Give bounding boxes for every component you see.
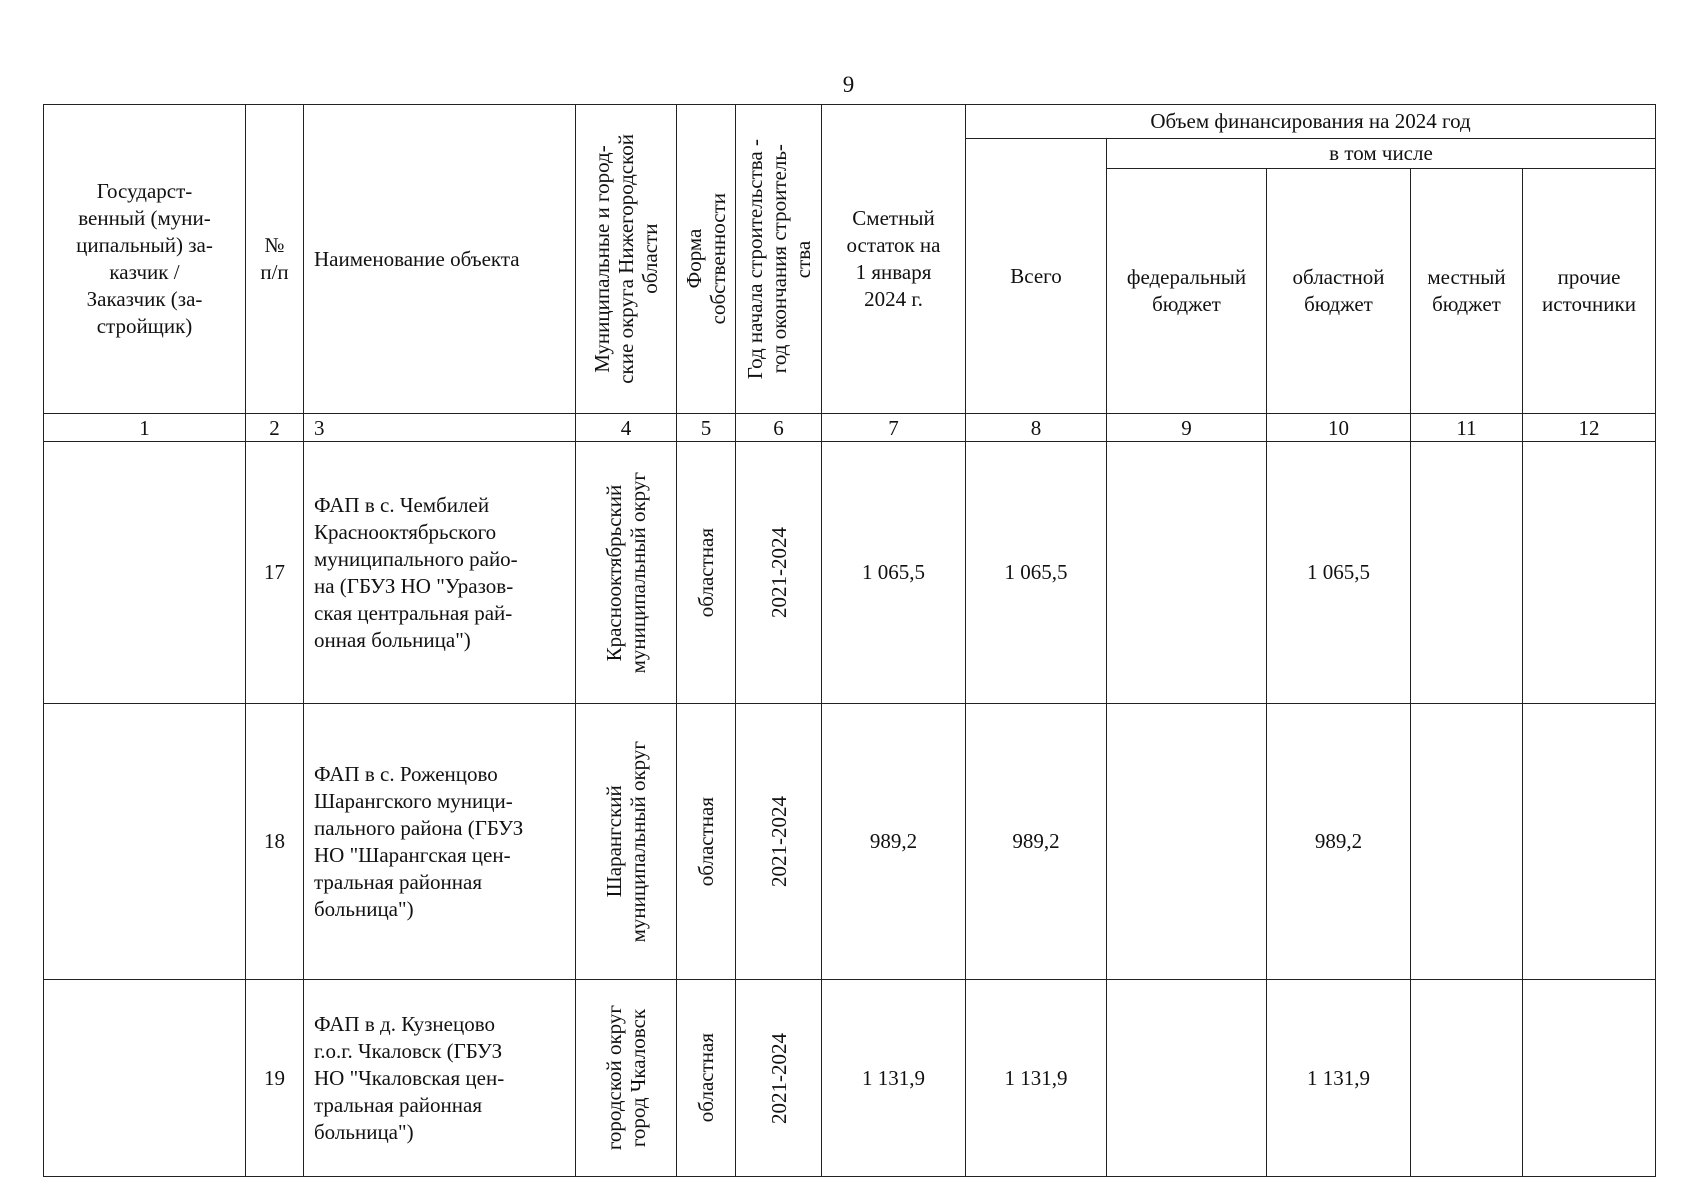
financing-table: [43, 104, 1656, 1177]
row-number: 19: [246, 980, 304, 1177]
federal-value: [1107, 704, 1267, 980]
header-total: Всего: [966, 139, 1107, 414]
table-row: [44, 980, 1656, 1177]
header-district-cell: [576, 105, 677, 414]
customer-cell: [44, 704, 246, 980]
district-cell: [576, 980, 677, 1177]
years-cell: [736, 980, 822, 1177]
header-district: Муниципальные и город- ские округа Нижегородской области: [590, 134, 662, 384]
header-customer: Государст- венный (муни- ципальный) за- казчик / Заказчик (за- стройщик): [44, 105, 246, 414]
district: Краснооктябрьский муниципальный округ: [602, 471, 650, 674]
column-number: 4: [576, 414, 677, 442]
column-number: 5: [677, 414, 736, 442]
total-value: 1 131,9: [966, 980, 1107, 1177]
years: 2021-2024: [766, 1032, 791, 1124]
ownership-cell: [677, 442, 736, 704]
header-number: № п/п: [246, 105, 304, 414]
header-other: прочие источники: [1523, 169, 1656, 414]
column-number: 12: [1523, 414, 1656, 442]
row-number: 17: [246, 442, 304, 704]
other-value: [1523, 980, 1656, 1177]
total-value: 989,2: [966, 704, 1107, 980]
years-cell: [736, 442, 822, 704]
ownership: областная: [694, 796, 718, 887]
customer-cell: [44, 980, 246, 1177]
district-cell: [576, 442, 677, 704]
column-number: 10: [1267, 414, 1411, 442]
district: Шарангский муниципальный округ: [602, 740, 650, 943]
header-federal: федеральный бюджет: [1107, 169, 1267, 414]
column-number: 1: [44, 414, 246, 442]
years: 2021-2024: [766, 527, 791, 618]
column-number: 6: [736, 414, 822, 442]
header-row-1: [44, 105, 1656, 139]
header-years: Год начала строительства - год окончания строитель- ства: [742, 138, 815, 380]
local-value: [1411, 442, 1523, 704]
ownership: областная: [694, 527, 718, 618]
column-number: 3: [304, 414, 576, 442]
local-value: [1411, 704, 1523, 980]
federal-value: [1107, 442, 1267, 704]
table-row: [44, 442, 1656, 704]
header-local: местный бюджет: [1411, 169, 1523, 414]
header-years-cell: [736, 105, 822, 414]
header-regional: областной бюджет: [1267, 169, 1411, 414]
customer-cell: [44, 442, 246, 704]
header-balance: Сметный остаток на 1 января 2024 г.: [822, 105, 966, 414]
header-ownership-cell: [677, 105, 736, 414]
regional-value: 1 131,9: [1267, 980, 1411, 1177]
column-numbers-row: [44, 414, 1656, 442]
page-number: 9: [842, 72, 855, 97]
federal-value: [1107, 980, 1267, 1177]
ownership-cell: [677, 704, 736, 980]
object-name: ФАП в д. Кузнецово г.о.г. Чкаловск (ГБУЗ НО "Чкаловская цен- тральная районная больница"): [304, 980, 576, 1177]
balance-value: 1 131,9: [822, 980, 966, 1177]
object-name: ФАП в с. Чембилей Краснооктябрьского муниципального райо- на (ГБУЗ НО "Уразов- ская центральная рай- онная больница"): [304, 442, 576, 704]
header-including: в том числе: [1107, 139, 1656, 169]
column-number: 11: [1411, 414, 1523, 442]
district-cell: [576, 704, 677, 980]
header-ownership: Форма собственности: [682, 193, 730, 325]
regional-value: 1 065,5: [1267, 442, 1411, 704]
balance-value: 1 065,5: [822, 442, 966, 704]
other-value: [1523, 442, 1656, 704]
column-number: 8: [966, 414, 1107, 442]
column-number: 7: [822, 414, 966, 442]
column-number: 9: [1107, 414, 1267, 442]
row-number: 18: [246, 704, 304, 980]
years: 2021-2024: [766, 796, 791, 887]
regional-value: 989,2: [1267, 704, 1411, 980]
local-value: [1411, 980, 1523, 1177]
other-value: [1523, 704, 1656, 980]
header-object-name: Наименование объекта: [304, 105, 576, 414]
header-financing-group: Объем финансирования на 2024 год: [966, 105, 1656, 139]
balance-value: 989,2: [822, 704, 966, 980]
district: городской округ город Чкаловск: [602, 1005, 650, 1151]
object-name: ФАП в с. Роженцово Шарангского муници- пального района (ГБУЗ НО "Шарангская цен- тральная районная больница"): [304, 704, 576, 980]
column-number: 2: [246, 414, 304, 442]
ownership-cell: [677, 980, 736, 1177]
ownership: областная: [694, 1033, 718, 1123]
total-value: 1 065,5: [966, 442, 1107, 704]
table-row: [44, 704, 1656, 980]
years-cell: [736, 704, 822, 980]
